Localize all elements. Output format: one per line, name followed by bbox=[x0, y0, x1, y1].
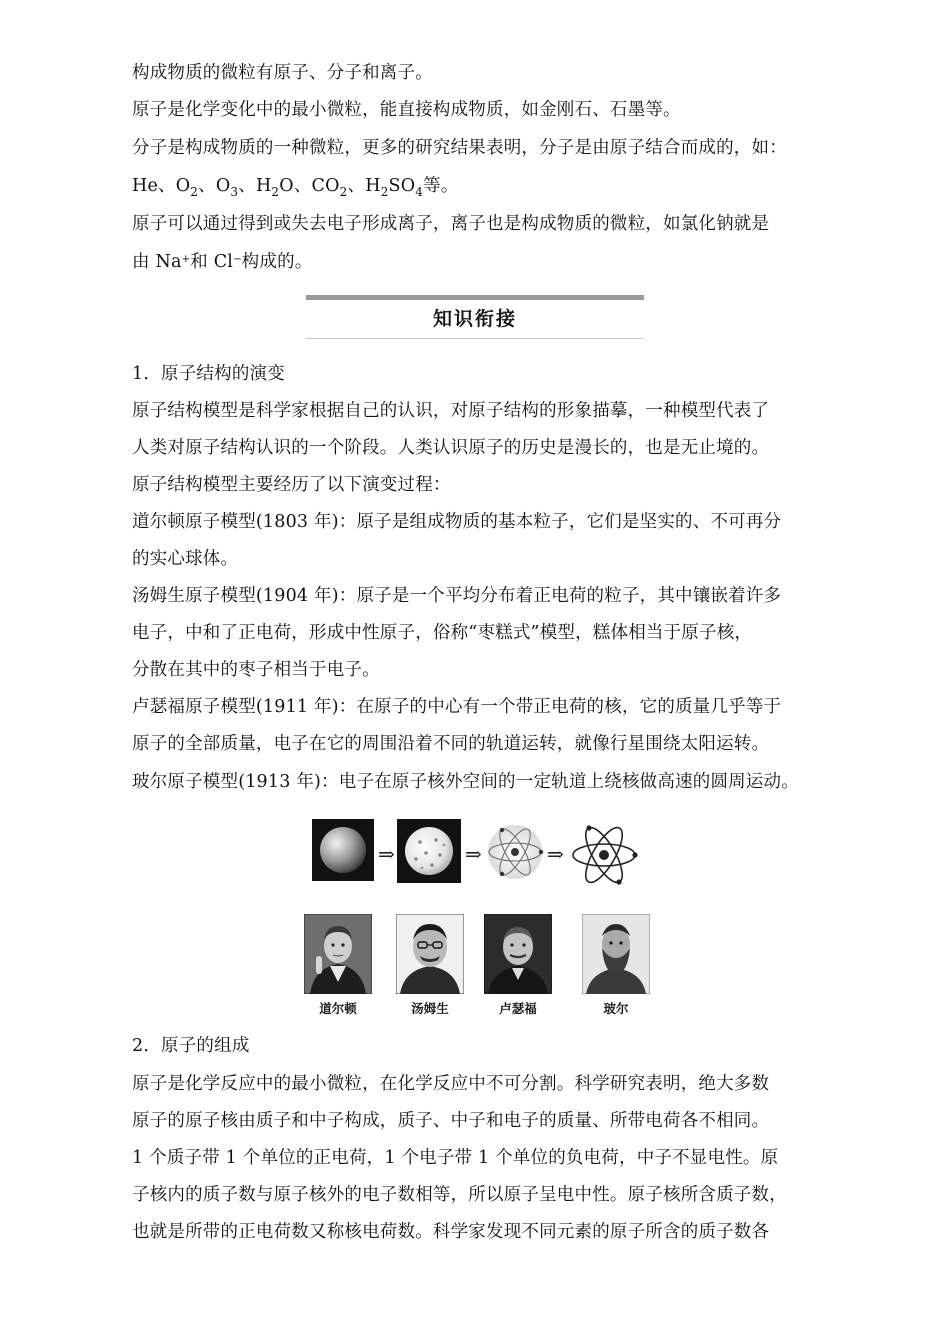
ion-cl: Cl− bbox=[213, 252, 242, 272]
arrow-3: ⇒ bbox=[547, 842, 564, 866]
part1-line: 原子结构模型主要经历了以下演变过程： bbox=[132, 475, 451, 495]
rutherford-model-icon bbox=[488, 825, 543, 879]
thomson-caption: 汤姆生 bbox=[411, 1001, 449, 1016]
formula-h2o: $H_2O$ bbox=[255, 176, 294, 199]
part1-line: 电子，中和了正电荷，形成中性原子，俗称“枣糕式”模型，糕体相当于原子核， bbox=[132, 623, 753, 643]
formula-he: He bbox=[132, 176, 159, 196]
ion-na: Na+ bbox=[155, 252, 191, 272]
section-banner bbox=[306, 295, 644, 339]
intro-line-5: 原子可以通过得到或失去电子形成离子，离子也是构成物质的微粒，如氯化钠就是 bbox=[132, 214, 770, 234]
banner-top-rule bbox=[306, 295, 644, 300]
thomson-portrait bbox=[396, 914, 464, 994]
part2-line: 子核内的质子数与原子核外的电子数相等，所以原子呈电中性。原子核所含质子数， bbox=[132, 1185, 787, 1205]
intro-line-2: 原子是化学变化中的最小微粒，能直接构成物质，如金刚石、石墨等。 bbox=[132, 100, 681, 120]
part1-line: 玻尔原子模型(1913 年)：电子在原子核外空间的一定轨道上绕核做高速的圆周运动。 bbox=[132, 772, 799, 792]
part1-line: 的实心球体。 bbox=[132, 549, 239, 569]
intro-ion-line: 由 Na+和 Cl−构成的。 bbox=[132, 252, 313, 272]
bohr-model-icon bbox=[573, 823, 638, 888]
intro-line-3: 分子是构成物质的一种微粒，更多的研究结果表明，分子是由原子结合而成的，如： bbox=[132, 138, 787, 158]
part1-line: 原子结构模型是科学家根据自己的认识，对原子结构的形象描摹，一种模型代表了 bbox=[132, 401, 770, 421]
arrow-1: ⇒ bbox=[378, 842, 395, 866]
part2-line: 原子是化学反应中的最小微粒，在化学反应中不可分割。科学研究表明，绝大多数 bbox=[132, 1074, 770, 1094]
part1-line: 原子的全部质量，电子在它的周围沿着不同的轨道运转，就像行星围绕太阳运转。 bbox=[132, 734, 770, 754]
part1-line: 道尔顿原子模型(1803 年)：原子是组成物质的基本粒子，它们是坚实的、不可再分 bbox=[132, 512, 782, 532]
part2-line: 1 个质子带 1 个单位的正电荷，1 个电子带 1 个单位的负电荷，中子不显电性。原 bbox=[132, 1148, 779, 1168]
atomic-models-illustration bbox=[312, 815, 638, 890]
part2-line: 也就是所带的正电荷数又称核电荷数。科学家发现不同元素的原子所含的质子数各 bbox=[132, 1222, 770, 1242]
intro-line-1: 构成物质的微粒有原子、分子和离子。 bbox=[132, 63, 433, 83]
part1-heading: 1．原子结构的演变 bbox=[132, 364, 285, 384]
dalton-model-icon bbox=[312, 819, 374, 881]
formula-o3: $O_3$ bbox=[215, 176, 239, 199]
scientist-portraits bbox=[302, 914, 652, 1024]
banner-bottom-rule bbox=[306, 338, 644, 339]
part2-line: 原子的原子核由质子和中子构成，质子、中子和电子的质量、所带电荷各不相同。 bbox=[132, 1111, 770, 1131]
part1-line: 人类对原子结构认识的一个阶段。人类认识原子的历史是漫长的，也是无止境的。 bbox=[132, 438, 770, 458]
bohr-portrait bbox=[582, 914, 650, 994]
part1-line: 卢瑟福原子模型(1911 年)：在原子的中心有一个带正电荷的核，它的质量几乎等于 bbox=[132, 697, 782, 717]
atomic-models-figure bbox=[312, 815, 638, 890]
formula-o2: $O_2$ bbox=[175, 176, 199, 199]
intro-formula-line: He、$O_2$、$O_3$、$H_2O$、$CO_2$、$H_2SO_4$等。 bbox=[132, 176, 459, 199]
bohr-caption: 玻尔 bbox=[603, 1001, 629, 1016]
arrow-2: ⇒ bbox=[465, 842, 482, 866]
part1-line: 分散在其中的枣子相当于电子。 bbox=[132, 660, 380, 680]
part1-line: 汤姆生原子模型(1904 年)：原子是一个平均分布着正电荷的粒子，其中镶嵌着许多 bbox=[132, 586, 782, 606]
dalton-portrait bbox=[304, 914, 372, 994]
dalton-caption: 道尔顿 bbox=[319, 1001, 357, 1016]
rutherford-portrait bbox=[484, 914, 552, 994]
formula-co2: $CO_2$ bbox=[311, 176, 348, 199]
section-title: 知识衔接 bbox=[432, 308, 517, 330]
thomson-model-icon bbox=[397, 819, 461, 883]
formula-h2so4: $H_2SO_4$ bbox=[365, 176, 424, 199]
rutherford-caption: 卢瑟福 bbox=[499, 1001, 537, 1016]
part2-heading: 2．原子的组成 bbox=[132, 1036, 250, 1056]
